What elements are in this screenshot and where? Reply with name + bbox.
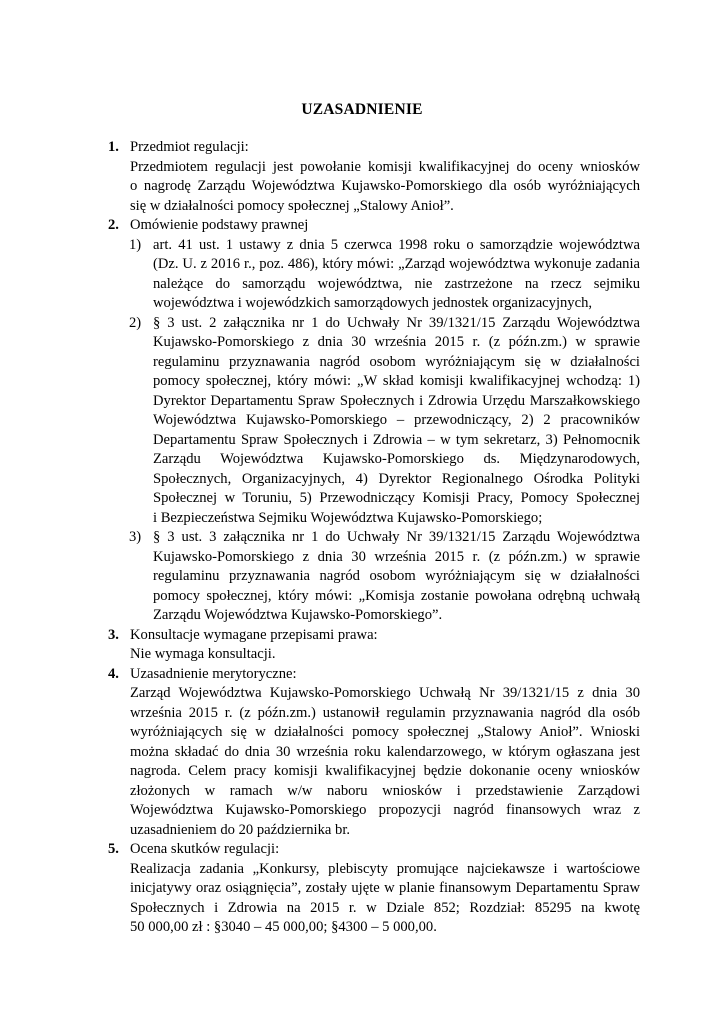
text-line: Zarządu Województwa Kujawsko-Pomorskiego”.	[153, 607, 443, 623]
list-item-text	[153, 528, 640, 626]
section-content	[130, 665, 640, 841]
section-number: 5.	[108, 841, 119, 857]
list-item-number: 1)	[129, 236, 142, 253]
text-line: Realizacja zadania „Konkursy, plebiscyty promujące najciekawsze i wartościowe	[130, 860, 640, 877]
section-paragraph	[130, 158, 640, 217]
section-content	[130, 138, 640, 216]
text-line: (Dz. U. z 2016 r., poz. 486), który mówi: „Zarząd województwa wykonuje zadania	[153, 256, 640, 272]
text-line: należące do samorządu województwa, nie zastrzeżone na rzecz sejmiku	[153, 275, 640, 292]
list-item-text	[153, 314, 640, 529]
text-line: Departamentu Spraw Społecznych i Zdrowia – w tym sekretarz, 3) Pełnomocnik	[153, 431, 640, 448]
text-line: się w działalności pomocy społecznej „Stalowy Anioł”.	[130, 197, 454, 214]
list-item	[108, 236, 640, 314]
section-number: 1.	[108, 139, 119, 155]
text-line: o nagrodę Zarządu Województwa Kujawsko-Pomorskiego dla osób wyróżniających	[130, 178, 640, 194]
text-line: § 3 ust. 2 załącznika nr 1 do Uchwały Nr 39/1321/15 Zarządu Województwa	[153, 314, 640, 331]
section-heading: Uzasadnienie merytoryczne:	[130, 665, 297, 682]
section-number: 2.	[108, 217, 119, 233]
text-line: województwa i wojewódzkich samorządowych jednostek organizacyjnych,	[153, 295, 593, 311]
text-line: Województwa Kujawsko-Pomorskiego – przewodniczący, 2) 2 pracowników	[153, 412, 640, 428]
section-heading: Konsultacje wymagane przepisami prawa:	[130, 626, 378, 643]
section-3	[108, 626, 640, 665]
section-paragraph	[130, 860, 640, 938]
document-title: UZASADNIENIE	[301, 101, 423, 118]
text-line: Województwa Kujawsko-Pomorskiego propozycji nagród finansowych wraz z	[130, 802, 640, 818]
section-2	[108, 216, 640, 626]
section-paragraph	[130, 645, 640, 665]
section-number: 3.	[108, 626, 119, 643]
section-content	[130, 626, 640, 665]
text-line: Zarząd Województwa Kujawsko-Pomorskiego Uchwałą Nr 39/1321/15 z dnia 30	[130, 685, 640, 701]
section-content	[130, 840, 640, 938]
section-5	[108, 840, 640, 938]
text-line: Nie wymaga konsultacji.	[130, 646, 276, 662]
text-line: Społecznej w Toruniu, 5) Przewodniczący Komisji Pracy, Pomocy Społecznej	[153, 490, 640, 506]
text-line: i Bezpieczeństwa Sejmiku Województwa Kujawsko-Pomorskiego;	[153, 509, 543, 526]
text-line: uzasadnieniem do 20 października br.	[130, 821, 351, 838]
text-line: art. 41 ust. 1 ustawy z dnia 5 czerwca 1998 roku o samorządzie województwa	[153, 236, 640, 253]
section-heading: Ocena skutków regulacji:	[130, 841, 280, 857]
text-line: Przedmiotem regulacji jest powołanie komisji kwalifikacyjnej do oceny wniosków	[130, 158, 640, 175]
text-line: inicjatywy oraz osiągnięcia”, zostały ujęte w planie finansowym Departamentu Spraw	[130, 880, 640, 896]
text-line: wyróżniających się w działalności pomocy społecznej „Stalowy Anioł”. Wnioski	[130, 724, 640, 740]
document-body	[108, 138, 640, 938]
text-line: regulaminu przyznawania nagród osobom wyróżniającym się w działalności	[153, 568, 640, 584]
text-line: września 2015 r. (z późn.zm.) ustanowił regulamin przyznawania nagród dla osób	[130, 704, 640, 721]
list-item-number: 2)	[129, 314, 142, 331]
text-line: Społecznych, Organizacyjnych, 4) Dyrektor Regionalnego Ośrodka Polityki	[153, 470, 640, 487]
text-line: nagroda. Celem pracy komisji kwalifikacyjnej będzie dokonanie oceny wniosków	[130, 763, 640, 779]
list-item-text	[153, 236, 640, 314]
section-heading: Omówienie podstawy prawnej	[130, 217, 309, 233]
text-line: pomocy społecznej, który mówi: „Komisja zostanie powołana odrębną uchwałą	[153, 587, 640, 604]
text-line: regulaminu przyznawania nagród osobom wyróżniającym się w działalności	[153, 353, 640, 370]
section-4	[108, 665, 640, 841]
text-line: Społecznych i Zdrowia na 2015 r. w Dziale 852; Rozdział: 85295 na kwotę	[130, 899, 640, 916]
text-line: złożonych w ramach w/w naboru wniosków i przedstawienie Zarządowi	[130, 782, 640, 799]
list-item-number: 3)	[129, 529, 142, 545]
list-item	[108, 528, 640, 626]
section-heading: Przedmiot regulacji:	[130, 139, 249, 155]
section-paragraph	[130, 684, 640, 840]
section-1	[108, 138, 640, 216]
text-line: można składać do dnia 30 września roku kalendarzowego, w którym ogłaszana jest	[130, 743, 640, 760]
text-line: pomocy społecznej, który mówi: „W skład komisji kwalifikacyjnej wchodzą: 1)	[153, 373, 640, 389]
text-line: Kujawsko-Pomorskiego z dnia 30 września 2015 r. (z późn.zm.) w sprawie	[153, 548, 640, 565]
text-line: Dyrektor Departamentu Spraw Społecznych i Zdrowia Urzędu Marszałkowskiego	[153, 392, 640, 409]
section-number: 4.	[108, 665, 119, 682]
text-line: Zarządu Województwa Kujawsko-Pomorskiego ds. Międzynarodowych,	[153, 451, 640, 467]
text-line: § 3 ust. 3 załącznika nr 1 do Uchwały Nr 39/1321/15 Zarządu Województwa	[153, 529, 640, 545]
section-content	[130, 216, 640, 626]
text-line: 50 000,00 zł : §3040 – 45 000,00; §4300 – 5 000,00.	[130, 919, 437, 935]
list-item	[108, 314, 640, 529]
text-line: Kujawsko-Pomorskiego z dnia 30 września 2015 r. (z późn.zm.) w sprawie	[153, 334, 640, 350]
